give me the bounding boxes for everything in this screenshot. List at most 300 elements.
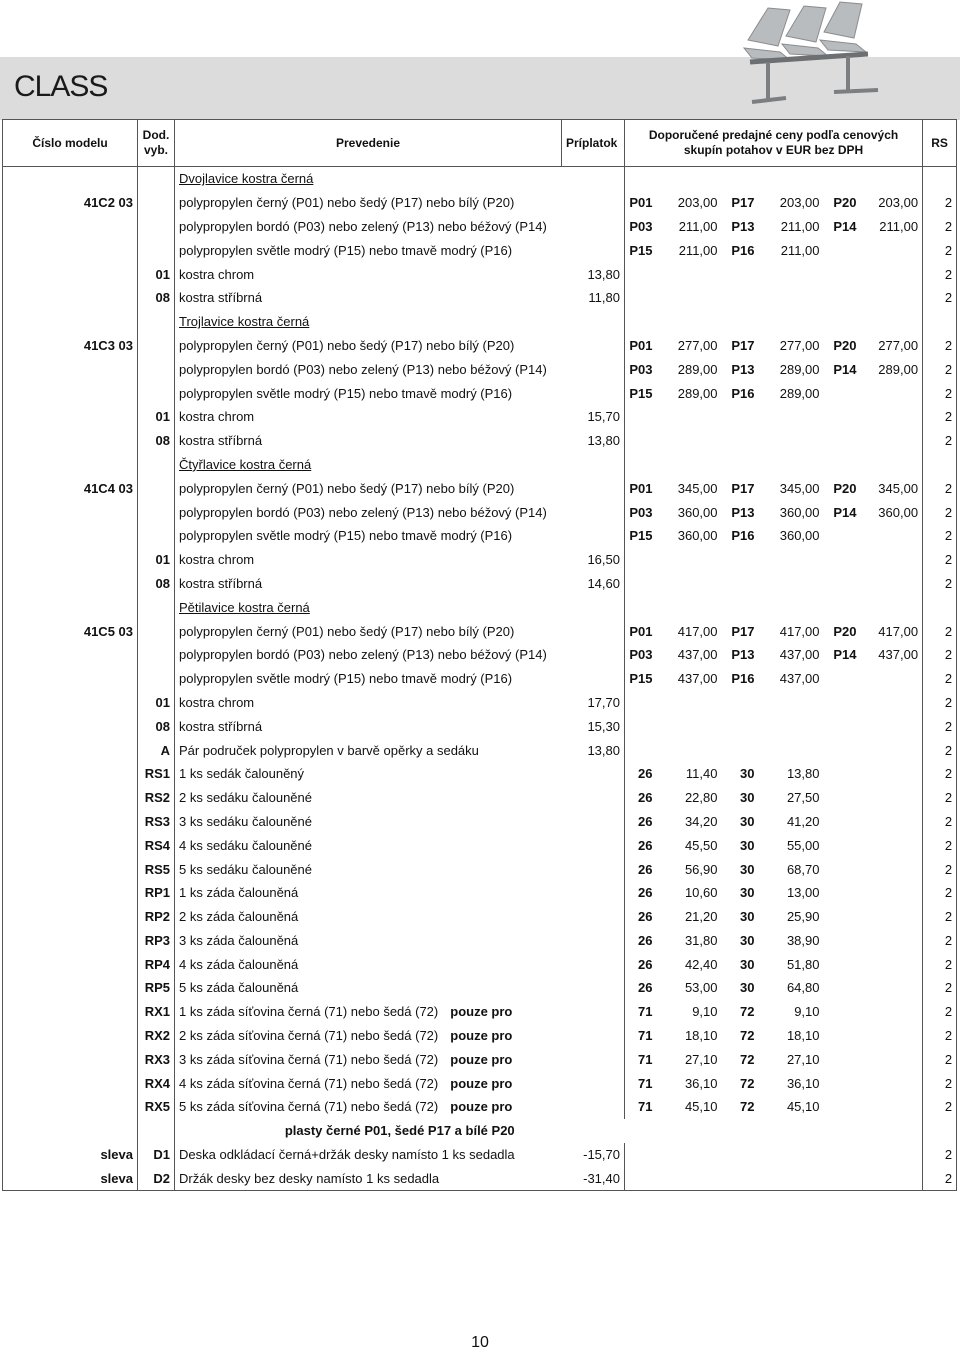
group-code-3 (824, 1119, 861, 1143)
surcharge (562, 929, 625, 953)
rs-value: 2 (923, 1095, 957, 1119)
rs-value: 2 (923, 714, 957, 738)
group-code-1 (625, 310, 657, 334)
price-2: 13,00 (786, 885, 820, 901)
option-code: RS5 (138, 857, 175, 881)
group-code-3 (824, 929, 861, 953)
price-2: 211,00 (780, 218, 820, 234)
price-2: 289,00 (779, 385, 820, 401)
surcharge (562, 881, 625, 905)
description: polypropylen černý (P01) nebo šedý (P17) nebo bílý (P20) (179, 337, 515, 353)
price-2: 27,10 (786, 1051, 820, 1067)
description-text: 1 ks záda síťovina černá (71) nebo šedá (72) (179, 1004, 439, 1020)
price-2 (759, 1119, 824, 1143)
rs-value: 2 (923, 833, 957, 857)
price-1: 21,20 (684, 909, 718, 925)
model-number (3, 929, 138, 953)
group-code-3 (824, 286, 861, 310)
price-1: 360,00 (677, 528, 718, 544)
price-2: 68,70 (786, 861, 820, 877)
surcharge: 13,80 (562, 262, 625, 286)
model-number (3, 262, 138, 286)
group-code-3 (824, 1095, 861, 1119)
table-row (3, 286, 957, 310)
group-code-1 (625, 1143, 657, 1167)
group-code-3 (824, 786, 861, 810)
table-body (3, 167, 957, 1191)
rs-value: 2 (923, 215, 957, 239)
table-header-row (3, 120, 957, 167)
group-code-2: 30 (740, 837, 755, 853)
rs-value: 2 (923, 1024, 957, 1048)
group-code-1: P15 (629, 242, 653, 258)
header-priplatok: Príplatok (562, 120, 625, 167)
description: polypropylen bordó (P03) nebo zelený (P13) nebo béžový (P14) (179, 218, 547, 234)
description: polypropylen bordó (P03) nebo zelený (P13) nebo béžový (P14) (179, 504, 547, 520)
price-3 (861, 1119, 923, 1143)
table-row (3, 476, 957, 500)
option-code: RS3 (138, 810, 175, 834)
description: polypropylen světle modrý (P15) nebo tmavě modrý (P16) (179, 528, 513, 544)
option-code (138, 191, 175, 215)
rs-value: 2 (923, 976, 957, 1000)
rs-value: 2 (923, 1071, 957, 1095)
rs-value (923, 1119, 957, 1143)
rs-value: 2 (923, 929, 957, 953)
group-code-2 (722, 262, 759, 286)
price-3 (861, 286, 923, 310)
model-number (3, 833, 138, 857)
surcharge (562, 833, 625, 857)
price-3 (861, 833, 923, 857)
group-code-2: 72 (740, 1051, 755, 1067)
group-code-3 (824, 976, 861, 1000)
model-number (3, 976, 138, 1000)
description: 4 ks sedáku čalouněné (179, 837, 312, 853)
option-code: 01 (138, 405, 175, 429)
group-code-3: P20 (833, 195, 857, 211)
table-row (3, 714, 957, 738)
group-code-1: 26 (638, 932, 653, 948)
surcharge: 13,80 (562, 738, 625, 762)
price-2: 41,20 (786, 813, 820, 829)
price-1 (657, 310, 722, 334)
option-code: RX5 (138, 1095, 175, 1119)
price-2: 55,00 (786, 837, 820, 853)
price-2: 203,00 (779, 195, 820, 211)
description: 3 ks záda čalouněná (179, 932, 299, 948)
price-3 (861, 810, 923, 834)
surcharge (562, 238, 625, 262)
group-code-1 (625, 738, 657, 762)
price-2 (759, 548, 824, 572)
option-code (138, 643, 175, 667)
price-3 (861, 381, 923, 405)
price-2 (759, 714, 824, 738)
option-code: 08 (138, 714, 175, 738)
model-number (3, 643, 138, 667)
group-code-1 (625, 1166, 657, 1190)
group-code-1: P15 (629, 385, 653, 401)
model-number (3, 881, 138, 905)
price-2: 437,00 (779, 647, 820, 663)
option-code (138, 524, 175, 548)
price-3 (861, 714, 923, 738)
description-text: 4 ks záda síťovina černá (71) nebo šedá (72) (179, 1075, 439, 1091)
rs-value: 2 (923, 857, 957, 881)
price-1 (657, 1166, 722, 1190)
price-2: 360,00 (779, 528, 820, 544)
description-note: pouze pro (450, 1051, 513, 1067)
description: 2 ks záda čalouněná (179, 909, 299, 925)
model-number (3, 595, 138, 619)
group-code-3: P20 (833, 623, 857, 639)
price-2: 277,00 (779, 337, 820, 353)
price-2: 289,00 (779, 361, 820, 377)
model-number (3, 548, 138, 572)
price-2 (759, 453, 824, 477)
price-2: 417,00 (779, 623, 820, 639)
table-row (3, 524, 957, 548)
description-note: pouze pro (450, 1099, 513, 1115)
table-row (3, 952, 957, 976)
price-3: 289,00 (878, 361, 919, 377)
price-1: 27,10 (684, 1051, 718, 1067)
model-number (3, 572, 138, 596)
surcharge (562, 524, 625, 548)
description: Trojlavice kostra černá (179, 314, 310, 330)
rs-value: 2 (923, 286, 957, 310)
price-3 (861, 667, 923, 691)
group-code-1 (625, 429, 657, 453)
option-code: RP5 (138, 976, 175, 1000)
model-number (3, 857, 138, 881)
description (175, 1071, 562, 1095)
price-1 (657, 738, 722, 762)
price-3 (861, 167, 923, 191)
surcharge: 16,50 (562, 548, 625, 572)
group-code-2: P13 (731, 361, 755, 377)
group-code-3 (824, 738, 861, 762)
price-1: 11,40 (685, 766, 718, 782)
option-code: D1 (138, 1143, 175, 1167)
price-3: 203,00 (878, 195, 919, 211)
price-3: 277,00 (878, 337, 919, 353)
price-2 (759, 738, 824, 762)
description: 5 ks záda čalouněná (179, 980, 299, 996)
model-number (3, 238, 138, 262)
price-1: 53,00 (684, 980, 718, 996)
table-row (3, 500, 957, 524)
model-number (3, 405, 138, 429)
price-1: 289,00 (677, 385, 718, 401)
surcharge (562, 643, 625, 667)
price-2 (759, 1143, 824, 1167)
price-1: 345,00 (677, 480, 718, 496)
option-code: 01 (138, 548, 175, 572)
price-3 (861, 262, 923, 286)
description-note: pouze pro (450, 1028, 513, 1044)
group-code-1: 26 (638, 909, 653, 925)
surcharge (562, 595, 625, 619)
price-1: 277,00 (677, 337, 718, 353)
rs-value: 2 (923, 1047, 957, 1071)
table-row (3, 810, 957, 834)
description: kostra stříbrná (179, 290, 263, 306)
group-code-2: P13 (731, 504, 755, 520)
price-1: 211,00 (678, 242, 718, 258)
table-row (3, 667, 957, 691)
price-3 (861, 1047, 923, 1071)
group-code-2 (722, 167, 759, 191)
group-code-3 (824, 1024, 861, 1048)
price-2: 9,10 (794, 1004, 820, 1020)
rs-value: 2 (923, 191, 957, 215)
group-code-3 (824, 691, 861, 715)
table-row (3, 215, 957, 239)
price-1: 56,90 (684, 861, 718, 877)
page-number: 10 (471, 1334, 489, 1351)
price-2: 64,80 (786, 980, 820, 996)
group-code-3 (824, 548, 861, 572)
description: polypropylen světle modrý (P15) nebo tmavě modrý (P16) (179, 242, 513, 258)
group-code-2: 30 (740, 861, 755, 877)
price-1 (657, 595, 722, 619)
price-1: 18,10 (684, 1028, 718, 1044)
rs-value (923, 310, 957, 334)
description: polypropylen bordó (P03) nebo zelený (P13) nebo béžový (P14) (179, 361, 547, 377)
option-code: RX1 (138, 1000, 175, 1024)
option-code: 08 (138, 572, 175, 596)
table-row (3, 405, 957, 429)
table-row (3, 976, 957, 1000)
price-1 (657, 691, 722, 715)
surcharge (562, 476, 625, 500)
description: kostra stříbrná (179, 433, 263, 449)
table-row (3, 191, 957, 215)
group-code-1 (625, 548, 657, 572)
group-code-3 (824, 762, 861, 786)
table-row (3, 453, 957, 477)
price-3 (861, 691, 923, 715)
group-code-2: P17 (731, 623, 755, 639)
group-code-3: P14 (833, 361, 857, 377)
group-code-1 (625, 453, 657, 477)
group-code-2 (722, 595, 759, 619)
description: kostra chrom (179, 266, 255, 282)
group-code-3 (824, 1166, 861, 1190)
group-code-2: P16 (731, 528, 755, 544)
table-row (3, 857, 957, 881)
price-1: 10,60 (684, 885, 718, 901)
description: polypropylen světle modrý (P15) nebo tmavě modrý (P16) (179, 385, 513, 401)
model-number (3, 667, 138, 691)
model-number (3, 952, 138, 976)
group-code-2: P16 (731, 242, 755, 258)
bench-product-image (738, 0, 888, 110)
description (175, 1024, 562, 1048)
group-code-3: P20 (833, 480, 857, 496)
group-code-3 (824, 1143, 861, 1167)
price-1: 36,10 (684, 1075, 718, 1091)
price-3 (861, 738, 923, 762)
table-row (3, 691, 957, 715)
group-code-2: 30 (740, 980, 755, 996)
description-note: pouze pro (450, 1075, 513, 1091)
price-3: 211,00 (879, 218, 919, 234)
surcharge (562, 453, 625, 477)
group-code-1 (625, 262, 657, 286)
group-code-1: P15 (629, 528, 653, 544)
description: kostra chrom (179, 552, 255, 568)
option-code: RS1 (138, 762, 175, 786)
option-code: RP2 (138, 905, 175, 929)
model-number (3, 1024, 138, 1048)
group-code-1: 26 (638, 790, 653, 806)
group-code-1: P03 (629, 647, 653, 663)
rs-value: 2 (923, 952, 957, 976)
surcharge (562, 381, 625, 405)
group-code-2: 30 (740, 932, 755, 948)
price-1: 211,00 (678, 218, 718, 234)
group-code-2: P17 (731, 337, 755, 353)
price-3 (861, 310, 923, 334)
price-1: 9,10 (692, 1004, 718, 1020)
price-1 (657, 429, 722, 453)
model-number (3, 167, 138, 191)
group-code-2: 72 (740, 1075, 755, 1091)
price-1: 203,00 (677, 195, 718, 211)
group-code-2 (722, 572, 759, 596)
price-1 (657, 548, 722, 572)
option-code: RP1 (138, 881, 175, 905)
table-row (3, 167, 957, 191)
option-code: RP3 (138, 929, 175, 953)
group-code-3 (824, 905, 861, 929)
option-code: RS4 (138, 833, 175, 857)
price-3: 345,00 (878, 480, 919, 496)
option-code (138, 334, 175, 358)
group-code-2: 30 (740, 766, 755, 782)
price-3 (861, 1000, 923, 1024)
header-rs: RS (923, 120, 957, 167)
table-row (3, 1143, 957, 1167)
table-row (3, 595, 957, 619)
description (175, 1095, 562, 1119)
price-1 (657, 405, 722, 429)
group-code-2: P16 (731, 385, 755, 401)
group-code-1: P15 (629, 671, 653, 687)
surcharge (562, 976, 625, 1000)
group-code-3 (824, 667, 861, 691)
surcharge (562, 334, 625, 358)
group-code-1: P01 (629, 623, 653, 639)
page-title: CLASS (14, 70, 108, 103)
price-2: 13,80 (786, 766, 820, 782)
price-2: 345,00 (779, 480, 820, 496)
group-code-2 (722, 1143, 759, 1167)
option-code (138, 357, 175, 381)
description: kostra stříbrná (179, 575, 263, 591)
price-1: 417,00 (677, 623, 718, 639)
surcharge (562, 810, 625, 834)
description: Čtyřlavice kostra černá (179, 456, 312, 472)
description-text: 3 ks záda síťovina černá (71) nebo šedá (72) (179, 1051, 439, 1067)
group-code-1 (625, 572, 657, 596)
header-ceny: Doporučené predajné ceny podľa cenových skupín potahov v EUR bez DPH (625, 120, 923, 167)
group-code-1: 26 (638, 956, 653, 972)
price-2: 360,00 (779, 504, 820, 520)
group-code-3 (824, 262, 861, 286)
description: Pětilavice kostra černá (179, 599, 310, 615)
price-3 (861, 1071, 923, 1095)
group-code-1 (625, 691, 657, 715)
option-code: RP4 (138, 952, 175, 976)
rs-value: 2 (923, 905, 957, 929)
model-number (3, 714, 138, 738)
table-row (3, 381, 957, 405)
group-code-1 (625, 714, 657, 738)
option-code (138, 215, 175, 239)
price-2 (759, 167, 824, 191)
price-2 (759, 1166, 824, 1190)
price-3 (861, 1024, 923, 1048)
option-code (138, 453, 175, 477)
group-code-1: 71 (638, 1028, 653, 1044)
option-code: D2 (138, 1166, 175, 1190)
option-code (138, 381, 175, 405)
description: Dvojlavice kostra černá (179, 171, 314, 187)
option-code: 01 (138, 262, 175, 286)
group-code-2: 30 (740, 813, 755, 829)
rs-value: 2 (923, 738, 957, 762)
table-row (3, 548, 957, 572)
surcharge (562, 1071, 625, 1095)
table-row (3, 262, 957, 286)
description: 2 ks sedáku čalouněné (179, 790, 312, 806)
description: 1 ks sedák čalouněný (179, 766, 305, 782)
rs-value: 2 (923, 667, 957, 691)
group-code-1: 26 (638, 813, 653, 829)
price-1 (657, 1119, 722, 1143)
price-3 (861, 786, 923, 810)
price-2 (759, 691, 824, 715)
description: polypropylen černý (P01) nebo šedý (P17) nebo bílý (P20) (179, 480, 515, 496)
table-row (3, 1166, 957, 1190)
group-code-2 (722, 429, 759, 453)
group-code-2 (722, 286, 759, 310)
table-row (3, 334, 957, 358)
rs-value (923, 595, 957, 619)
rs-value: 2 (923, 619, 957, 643)
model-number (3, 786, 138, 810)
price-3: 437,00 (878, 647, 919, 663)
rs-value: 2 (923, 1143, 957, 1167)
price-2: 437,00 (779, 671, 820, 687)
surcharge (562, 786, 625, 810)
rs-value: 2 (923, 643, 957, 667)
option-code (138, 476, 175, 500)
rs-value: 2 (923, 762, 957, 786)
model-number (3, 500, 138, 524)
rs-value: 2 (923, 810, 957, 834)
surcharge: 15,30 (562, 714, 625, 738)
rs-value: 2 (923, 881, 957, 905)
price-2 (759, 405, 824, 429)
surcharge (562, 667, 625, 691)
option-code (138, 238, 175, 262)
surcharge: 17,70 (562, 691, 625, 715)
